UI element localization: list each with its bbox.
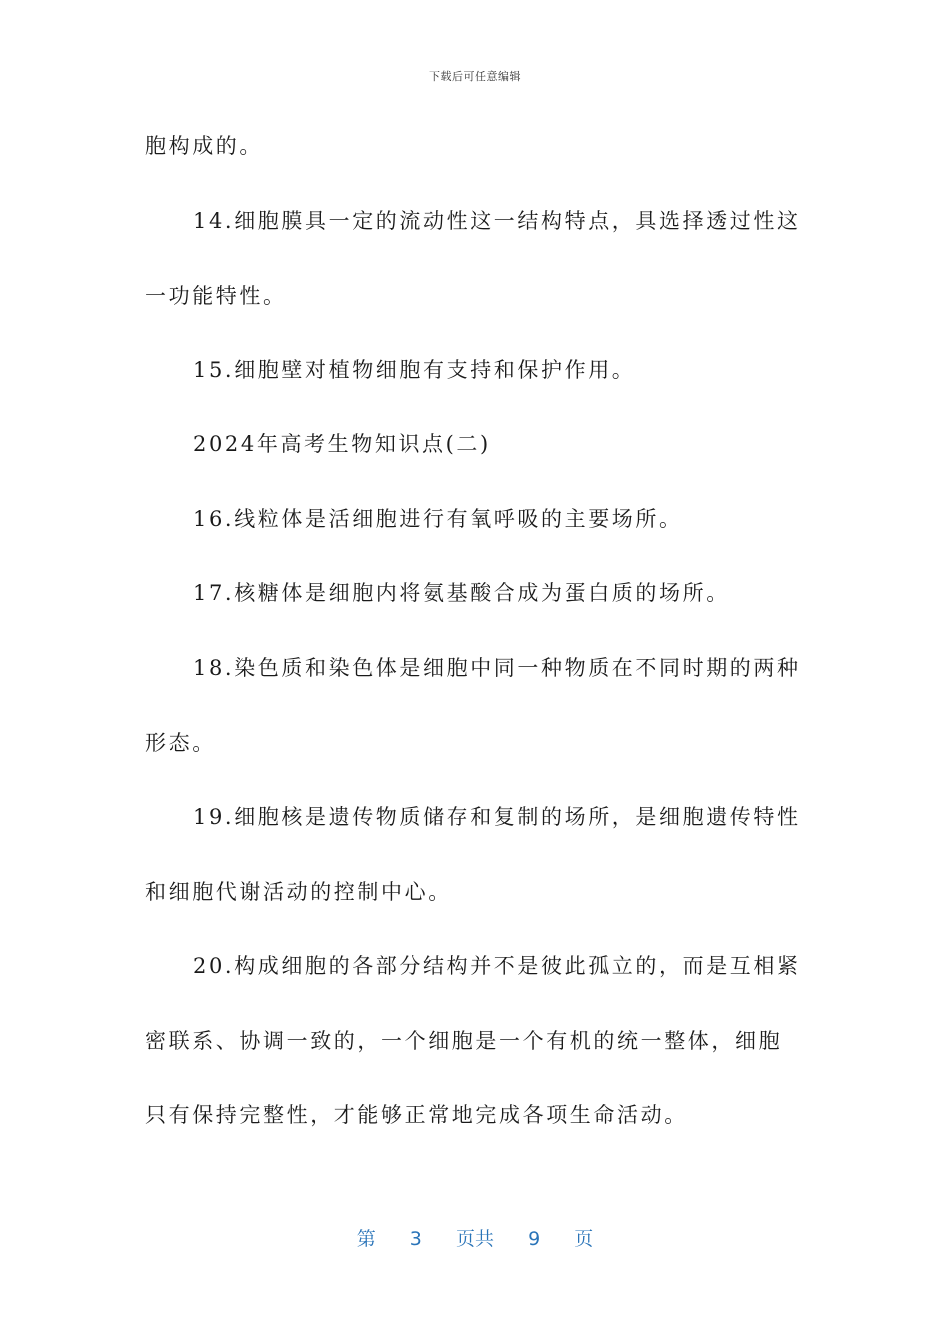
text-line: 只有保持完整性，才能够正常地完成各项生命活动。: [145, 1103, 688, 1127]
text-line: 和细胞代谢活动的控制中心。: [145, 880, 452, 904]
footer-middle: 页共: [455, 1228, 494, 1250]
text-line: 18.染色质和染色体是细胞中同一种物质在不同时期的两种: [193, 656, 801, 680]
current-page-number: 3: [409, 1228, 422, 1250]
text-line: 19.细胞核是遗传物质储存和复制的场所，是细胞遗传特性: [193, 805, 801, 829]
text-line: 16.线粒体是活细胞进行有氧呼吸的主要场所。: [193, 507, 683, 531]
text-line: 14.细胞膜具一定的流动性这一结构特点，具选择透过性这: [193, 209, 801, 233]
text-line: 15.细胞壁对植物细胞有支持和保护作用。: [193, 358, 636, 382]
text-line: 形态。: [145, 731, 216, 755]
text-line: 20.构成细胞的各部分结构并不是彼此孤立的，而是互相紧: [193, 954, 801, 978]
footer-prefix: 第: [356, 1228, 376, 1250]
total-pages-number: 9: [528, 1228, 541, 1250]
text-line: 一功能特性。: [145, 284, 287, 308]
text-line: 胞构成的。: [145, 134, 263, 158]
section-heading: 2024年高考生物知识点(二): [193, 432, 491, 456]
text-line: 密联系、协调一致的，一个细胞是一个有机的统一整体，细胞: [145, 1029, 783, 1053]
footer-suffix: 页: [574, 1228, 594, 1250]
text-line: 17.核糖体是细胞内将氨基酸合成为蛋白质的场所。: [193, 581, 730, 605]
page-footer: [0, 1224, 950, 1251]
header-note: 下载后可任意编辑: [429, 70, 521, 83]
